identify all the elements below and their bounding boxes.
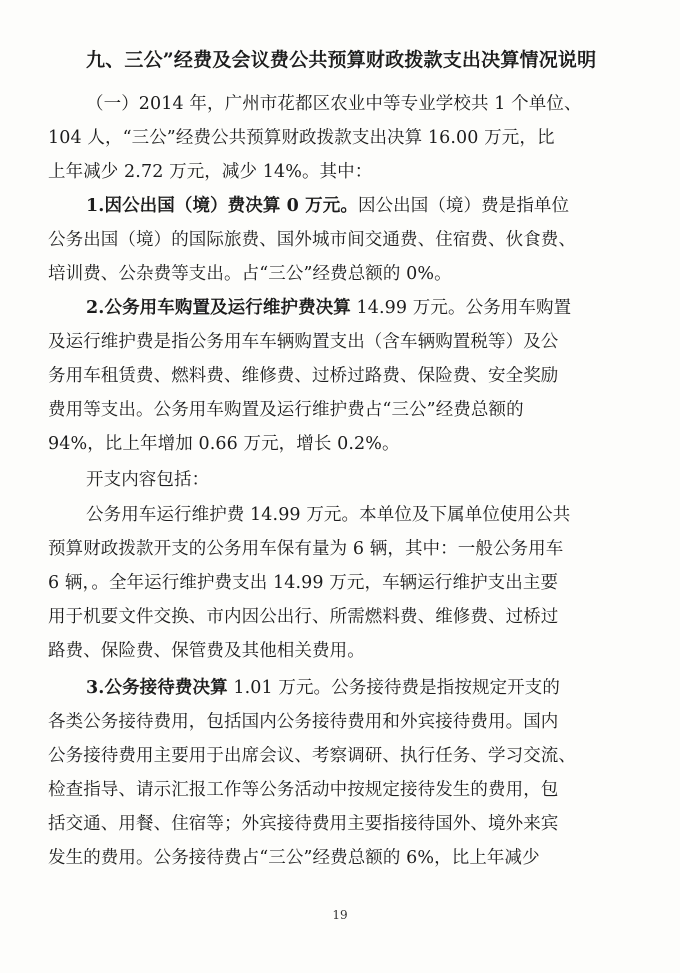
page-number: 19 bbox=[332, 908, 348, 922]
paragraph-line: 路费、保险费、保管费及其他相关费用。 bbox=[48, 641, 365, 661]
paragraph-line: 用于机要文件交换、市内因公出行、所需燃料费、维修费、过桥过 bbox=[48, 607, 559, 627]
paragraph-line: 公务用车运行维护费 14.99 万元。本单位及下属单位使用公共 bbox=[86, 505, 571, 525]
paragraph-line: 开支内容包括： bbox=[86, 470, 210, 490]
paragraph-line: 括交通、用餐、住宿等；外宾接待费用主要指接待国外、境外来宾 bbox=[48, 814, 559, 834]
paragraph-line: 6 辆，。全年运行维护费支出 14.99 万元，车辆运行维护支出主要 bbox=[48, 573, 559, 593]
paragraph-line: 发生的费用。公务接待费占“三公”经费总额的 6%，比上年减少 bbox=[48, 848, 540, 868]
paragraph-line: 3.公务接待费决算 1.01 万元。公务接待费是指按规定开支的 bbox=[86, 678, 560, 698]
paragraph-line: （一）2014 年，广州市花都区农业中等专业学校共 1 个单位、 bbox=[86, 94, 582, 114]
paragraph-line: 2.公务用车购置及运行维护费决算 14.99 万元。公务用车购置 bbox=[86, 298, 572, 318]
paragraph-line: 上年减少 2.72 万元，减少 14%。其中： bbox=[48, 162, 373, 182]
paragraph-line: 94%，比上年增加 0.66 万元，增长 0.2%。 bbox=[48, 434, 400, 454]
paragraph-line: 公务出国（境）的国际旅费、国外城市间交通费、住宿费、伙食费、 bbox=[48, 230, 576, 250]
paragraph-line: 1.因公出国（境）费决算 0 万元。因公出国（境）费是指单位 bbox=[86, 196, 570, 216]
paragraph-line: 务用车租赁费、燃料费、维修费、过桥过路费、保险费、安全奖励 bbox=[48, 366, 559, 386]
paragraph-line: 培训费、公杂费等支出。占“三公”经费总额的 0%。 bbox=[48, 264, 452, 284]
paragraph-line: 公务接待费用主要用于出席会议、考察调研、执行任务、学习交流、 bbox=[48, 746, 576, 766]
paragraph-line: 104 人，“三公”经费公共预算财政拨款支出决算 16.00 万元，比 bbox=[48, 128, 555, 148]
section-heading: 九、三公”经费及会议费公共预算财政拨款支出决算情况说明 bbox=[86, 49, 597, 71]
paragraph-line: 及运行维护费是指公务用车车辆购置支出（含车辆购置税等）及公 bbox=[48, 332, 559, 352]
paragraph-line: 费用等支出。公务用车购置及运行维护费占“三公”经费总额的 bbox=[48, 400, 524, 420]
paragraph-line: 预算财政拨款开支的公务用车保有量为 6 辆，其中：一般公务用车 bbox=[48, 539, 564, 559]
paragraph-line: 各类公务接待费用，包括国内公务接待费用和外宾接待费用。国内 bbox=[48, 712, 559, 732]
paragraph-line: 检查指导、请示汇报工作等公务活动中按规定接待发生的费用，包 bbox=[48, 780, 559, 800]
